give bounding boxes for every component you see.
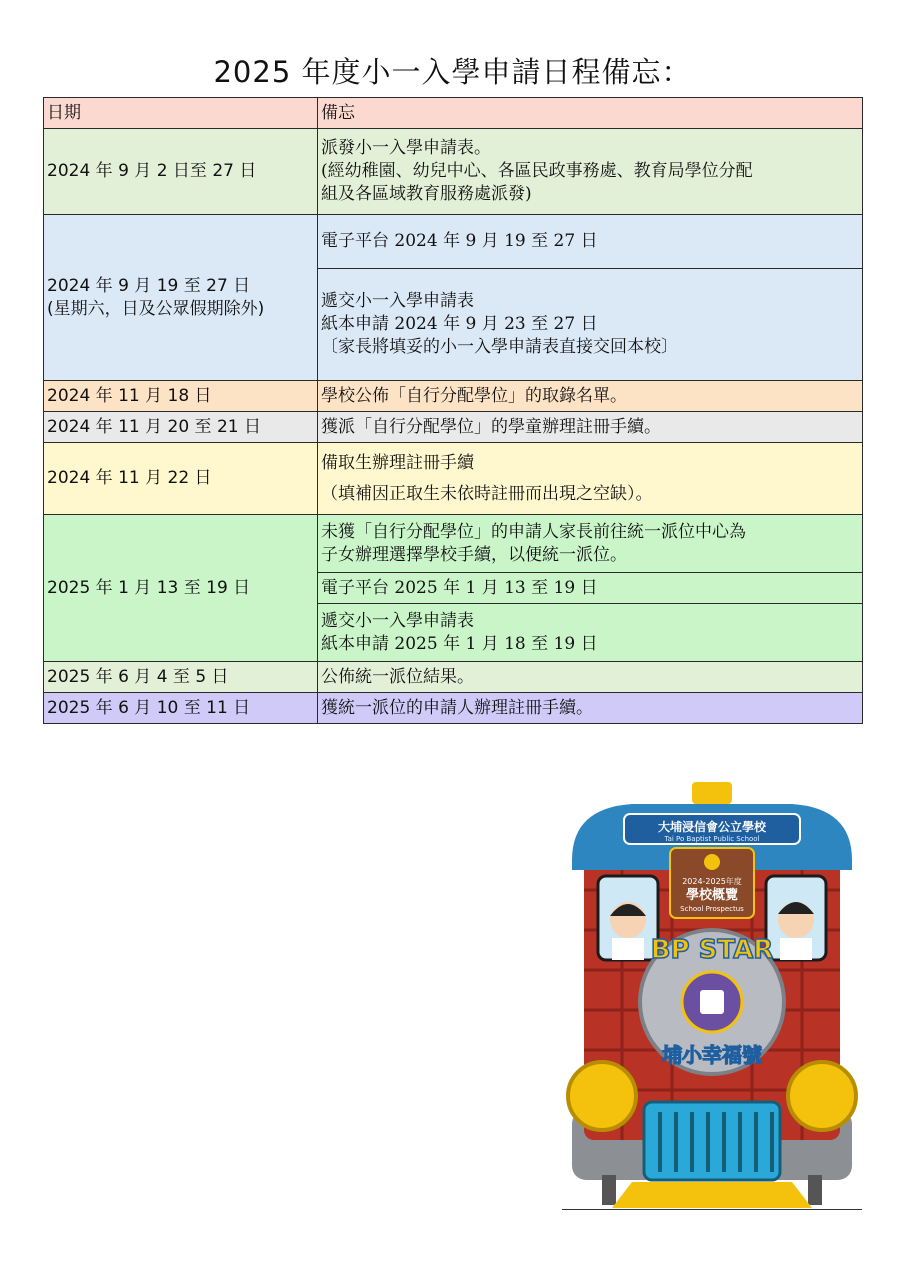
table-row — [44, 412, 863, 443]
school-name-en: Tai Po Baptist Public School — [664, 835, 760, 843]
wheel-icon — [602, 1175, 616, 1205]
date-line: (星期六，日及公眾假期除外) — [47, 298, 265, 319]
table-row — [44, 381, 863, 412]
schedule-table — [43, 97, 863, 724]
row-note — [318, 269, 863, 381]
left-headlamp-icon — [568, 1062, 636, 1130]
row-date: 2025 年 1 月 13 至 19 日 — [44, 515, 318, 662]
row-date: 2024 年 9 月 2 日至 27 日 — [44, 129, 318, 215]
right-headlamp-icon — [788, 1062, 856, 1130]
table-row — [44, 443, 863, 515]
girl-uniform-icon — [612, 938, 644, 960]
sign-light-icon — [704, 854, 720, 870]
note-line: 紙本申請 2025 年 1 月 18 至 19 日 — [321, 633, 598, 654]
note-line: 子女辦理選擇學校手續，以便統一派位。 — [321, 544, 627, 565]
row-note — [318, 443, 863, 515]
row-note — [318, 129, 863, 215]
prospectus-title: 學校概覽 — [685, 888, 739, 903]
note-line: （填補因正取生未依時註冊而出現之空缺）。 — [321, 483, 653, 504]
header-note: 備忘 — [318, 98, 863, 129]
train-illustration — [562, 780, 862, 1215]
note-line: 備取生辦理註冊手續 — [321, 452, 474, 473]
row-note: 獲統一派位的申請人辦理註冊手續。 — [318, 693, 863, 724]
prospectus-year: 2024-2025年度 — [682, 877, 742, 886]
boy-uniform-icon — [780, 938, 812, 960]
note-line: 組及各區域教育服務處派發) — [321, 184, 532, 204]
wheel-icon — [808, 1175, 822, 1205]
slogan-text: 埔小幸福號 — [662, 1043, 762, 1067]
row-date — [44, 215, 318, 381]
date-line: 2024 年 9 月 19 至 27 日 — [47, 275, 251, 296]
row-date: 2025 年 6 月 4 至 5 日 — [44, 662, 318, 693]
note-line: 〔家長將填妥的小一入學申請表直接交回本校〕 — [321, 337, 678, 357]
school-name: 大埔浸信會公立學校 — [657, 820, 767, 834]
prospectus-en: School Prospectus — [680, 905, 744, 913]
row-note — [318, 604, 863, 662]
table-row — [44, 515, 863, 573]
star-text: BP STAR — [650, 935, 774, 965]
row-date: 2024 年 11 月 22 日 — [44, 443, 318, 515]
row-date: 2025 年 6 月 10 至 11 日 — [44, 693, 318, 724]
roof-lamp-icon — [692, 782, 732, 804]
note-line: 紙本申請 2024 年 9 月 23 至 27 日 — [321, 314, 598, 334]
note-line: (經幼稚園、幼兒中心、各區民政事務處、教育局學位分配 — [321, 161, 753, 181]
row-note: 獲派「自行分配學位」的學童辦理註冊手續。 — [318, 412, 863, 443]
table-row — [44, 215, 863, 269]
note-line: 電子平台 2024 年 9 月 19 至 27 日 — [321, 231, 598, 251]
table-row — [44, 662, 863, 693]
row-date: 2024 年 11 月 20 至 21 日 — [44, 412, 318, 443]
baseline-rule — [562, 1209, 862, 1210]
table-row — [44, 693, 863, 724]
header-date: 日期 — [44, 98, 318, 129]
cowcatcher-icon — [612, 1182, 812, 1208]
row-note — [318, 215, 863, 269]
front-grille — [644, 1102, 780, 1180]
row-date: 2024 年 11 月 18 日 — [44, 381, 318, 412]
page-title: 2025 年度小一入學申請日程備忘： — [213, 55, 692, 89]
row-note — [318, 515, 863, 573]
table-header-row — [44, 98, 863, 129]
note-line: 遞交小一入學申請表 — [321, 291, 474, 311]
table-row — [44, 129, 863, 215]
note-line: 派發小一入學申請表。 — [321, 138, 491, 158]
crest-shield-icon — [700, 990, 724, 1014]
note-line: 未獲「自行分配學位」的申請人家長前往統一派位中心為 — [321, 521, 746, 542]
row-note: 學校公佈「自行分配學位」的取錄名單。 — [318, 381, 863, 412]
note-line: 遞交小一入學申請表 — [321, 610, 474, 631]
row-note: 電子平台 2025 年 1 月 13 至 19 日 — [318, 573, 863, 604]
row-note: 公佈統一派位結果。 — [318, 662, 863, 693]
